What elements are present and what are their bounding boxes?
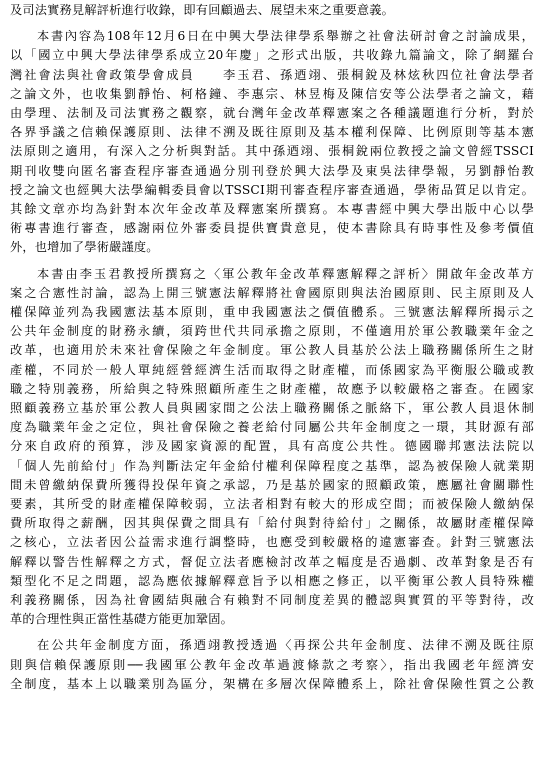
text-line: 費所取得之薪酬，因其與保費之間具有「給付與對待給付」之關係，故屬財產權保障: [10, 516, 534, 531]
text-line: 及司法實務見解評析進行收錄，即有回顧過去、展望未來之重要意義。: [10, 3, 395, 17]
text-line: 期刊收雙向匿名審查程序審查通過分別刊登於興大法學及東吳法律學報，另劉靜怡教: [10, 163, 534, 178]
text-line: 「個人先前給付」作為判斷法定年金給付權利保障程度之基準，認為被保險人就業期: [10, 458, 534, 473]
text-line: 公共年金制度的財務永續，須跨世代共同承擔之原則，不僅適用於軍公教職業年金之: [10, 324, 534, 339]
text-line: 利義務關係，因為社會國結與融合有賴對不同制度差異的體認與實質的平等對待，改: [10, 593, 534, 607]
text-line: 外，也增加了學術嚴謹度。: [10, 240, 159, 255]
text-line: 改革，也適用於未來社會保險之年金制度。軍公教人員基於公法上職務關係所生之財: [10, 343, 534, 358]
text-line: 本書內容為108年12月6日在中興大學法律學系舉辦之社會法研討會之討論成果，: [37, 29, 534, 44]
text-line: 在公共年金制度方面，孫迺翊教授透過〈再探公共年金制度、法律不溯及既往原: [37, 638, 534, 653]
text-line: 度為職業年金之定位，與社會保險之養老給付同屬公共年金制度之一環，其財源有部: [10, 420, 534, 435]
text-line: 案之合憲性討論，認為上開三號憲法解釋將社會國原則與法治國原則、民主原則及人: [10, 285, 534, 300]
text-line: 類型化不足之問題，認為應依據解釋意旨予以相應之修正，以平衡軍公教人員特殊權: [10, 573, 534, 588]
text-line: 產權，不同於一般人單純經營經濟生活而取得之財產權，而係國家為平衡服公職或教: [10, 362, 534, 377]
text-line: 革的合理性與正當性基礎方能更加鞏固。: [10, 612, 233, 627]
text-line: 其餘文章亦均為針對本次年金改革及釋憲案所撰寫。本專書經中興大學出版中心以學: [10, 202, 534, 216]
text-line: 授之論文也經興大法學編輯委員會以TSSCI期刊審查程序審查通過，學術品質足以肯定。: [10, 182, 534, 197]
text-line: 之論文外，也收集劉靜怡、柯格鐘、李惠宗、林昱梅及陳信安等公法學者之論文，藉: [10, 86, 534, 101]
text-line: 分來自政府的預算，涉及國家資源的配置，具有高度公共性。德國聯邦憲法法院以: [10, 439, 534, 454]
text-line: 以「國立中興大學法律學系成立20年慶」之形式出版，共收錄九篇論文，除了網羅台: [10, 48, 534, 63]
text-line: 權保障並列為我國憲法基本原則，重申我國憲法之價值體系。三號憲法解釋所揭示之: [10, 305, 534, 319]
text-line: 職之特別義務，所給與之特殊照顧所產生之財產權，故應予以較嚴格之審查。在國家: [10, 381, 534, 396]
text-line: 要素，其所受的財產權保障較弱，立法者相對有較大的形成空間；而被保險人繳納保: [10, 497, 534, 511]
text-line: 各界爭議之信賴保護原則、法律不溯及既往原則及基本權利保障、比例原則等基本憲: [10, 125, 534, 140]
text-line: 全制度，基本上以職業別為區分，架構在多層次保障體系上，除社會保險性質之公教: [10, 676, 534, 691]
text-line: 則與信賴保護原則──我國軍公教年金改革過渡條款之考察〉，指出我國老年經濟安: [10, 657, 534, 672]
text-line: 照顧義務立基於軍公教人員與國家間之公法上職務關係之脈絡下，軍公教人員退休制: [10, 401, 534, 415]
text-line: 由學理、法制及司法實務之觀察，就台灣年金改革釋憲案之各種議題進行分析，對於: [10, 106, 534, 120]
text-line: 解釋以警告性解釋之方式，督促立法者應檢討改革之幅度是否過劇、改革對象是否有: [10, 554, 534, 569]
text-line: 之核心，立法者因公益需求進行調整時，也應受到較嚴格的違憲審查。針對三號憲法: [10, 535, 534, 550]
text-line: 本書由李玉君教授所撰寫之〈軍公教年金改革釋憲解釋之評析〉開啟年金改革方: [37, 266, 534, 281]
text-line: 間未曾繳納保費所獲得投保年資之承認，乃是基於國家的照顧政策，應屬社會關聯性: [10, 477, 534, 492]
text-line: 法原則之適用，有深入之分析與對話。其中孫迺翊、張桐銳兩位教授之論文曾經TSSCI: [10, 144, 534, 159]
text-line: 灣社會法與社會政策學會成員 李玉君、孫迺翊、張桐銳及林炫秋四位社會法學者: [10, 67, 534, 82]
text-line: 術專書進行審查，感謝兩位外審委員提供寶貴意見，使本書除具有時事性及參考價值: [10, 221, 534, 236]
